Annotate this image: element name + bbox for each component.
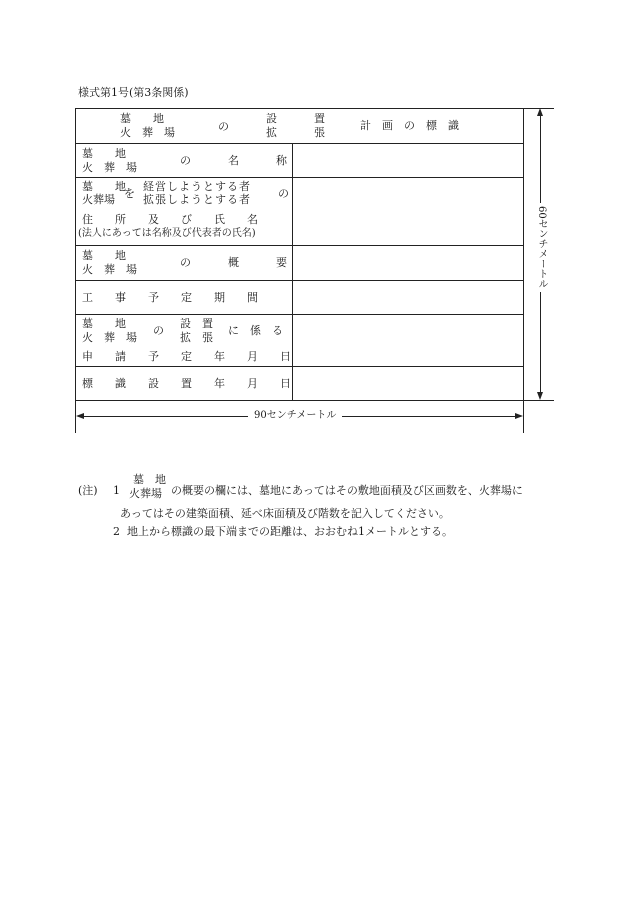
- row-overview-cemetery: 墓 地: [82, 249, 126, 262]
- row-operator-no: の: [278, 187, 289, 200]
- header-kaku: 拡: [266, 126, 277, 139]
- row-operator-wo: を: [124, 187, 135, 200]
- header-cho: 張: [314, 126, 325, 139]
- row-application-ni-kakaru: に 係 る: [228, 324, 283, 337]
- height-label: 60センチメートル: [535, 203, 547, 292]
- row-overview-label: [82, 248, 287, 278]
- note-1-crematorium: 火葬場: [129, 487, 162, 500]
- row-name-cemetery: 墓 地: [82, 147, 126, 160]
- table-border-right: [523, 108, 524, 401]
- row-overview-crematorium: 火 葬 場: [82, 263, 137, 276]
- row-application-value: [293, 315, 523, 366]
- row-construction-value: [293, 281, 523, 314]
- row-application-no: の: [153, 324, 164, 337]
- header-setsu: 設: [266, 112, 277, 125]
- header-crematorium: 火 葬 場: [120, 126, 175, 139]
- form-title: 様式第1号(第3条関係): [78, 86, 189, 99]
- height-extension-bottom: [524, 400, 554, 401]
- width-label: 90センチメートル: [248, 410, 342, 422]
- notes-prefix: (注): [78, 484, 98, 497]
- row-application-kakucho: 拡 張: [180, 331, 213, 344]
- row-operator-address-label: 住 所 及 び 氏 名: [82, 213, 258, 226]
- table-border-left: [75, 108, 76, 401]
- table-border-bottom: [75, 400, 524, 401]
- header-cemetery: 墓 地: [120, 112, 164, 125]
- arrow-right-icon: [515, 413, 523, 419]
- arrow-down-icon: [537, 392, 543, 400]
- row-name-value: [293, 144, 523, 177]
- note-1-text-a: の概要の欄には、墓地にあってはその敷地面積及び区画数を、火葬場に: [171, 484, 523, 497]
- row-construction-label: 工 事 予 定 期 間: [82, 291, 258, 304]
- row-application-cemetery: 墓 地: [82, 317, 126, 330]
- row-operator-crematorium: 火葬場: [82, 193, 115, 206]
- row-sign-date-label: 標 識 設 置 年 月 日: [82, 377, 291, 390]
- row-application-setchi: 設 置: [180, 317, 213, 330]
- header-chi: 置: [314, 112, 325, 125]
- row-operator-line1: 経営しようとする者: [143, 180, 251, 193]
- row-application-label: [82, 317, 290, 365]
- row-overview-gai: 概: [228, 256, 239, 269]
- row-overview-value: [293, 246, 523, 280]
- row-overview-no: の: [180, 256, 191, 269]
- arrow-left-icon: [76, 413, 84, 419]
- row-sign-date-value: [293, 367, 523, 400]
- row-name-sho: 称: [276, 154, 287, 167]
- row-operator-address-note: (法人にあっては名称及び代表者の氏名): [78, 228, 256, 239]
- row-application-label2: 申 請 予 定 年 月 日: [82, 350, 291, 363]
- header-no: の: [218, 120, 229, 133]
- row-name-no: の: [180, 154, 191, 167]
- row-operator-line2: 拡張しようとする者: [143, 193, 251, 206]
- note-2-number: 2: [113, 525, 120, 538]
- row-overview-yo: 要: [276, 256, 287, 269]
- row-operator-label: [78, 180, 290, 244]
- header-plan-sign: 計 画 の 標 識: [360, 119, 459, 132]
- row-name-label: [82, 146, 287, 176]
- note-2-text: 地上から標識の最下端までの距離は、おおむね1メートルとする。: [127, 525, 453, 538]
- row-operator-cemetery: 墓 地: [82, 180, 126, 193]
- row-name-mei: 名: [228, 154, 239, 167]
- row-application-crematorium: 火 葬 場: [82, 331, 137, 344]
- arrow-up-icon: [537, 108, 543, 116]
- note-1-number: 1: [113, 484, 120, 497]
- note-1-text-b: あってはその建築面積、延べ床面積及び階数を記入してください。: [120, 507, 450, 520]
- row-name-crematorium: 火 葬 場: [82, 161, 137, 174]
- table-border-top: [75, 108, 524, 109]
- row-operator-value: [293, 178, 523, 245]
- note-1-cemetery: 墓 地: [133, 473, 166, 486]
- width-extension-right: [523, 400, 524, 433]
